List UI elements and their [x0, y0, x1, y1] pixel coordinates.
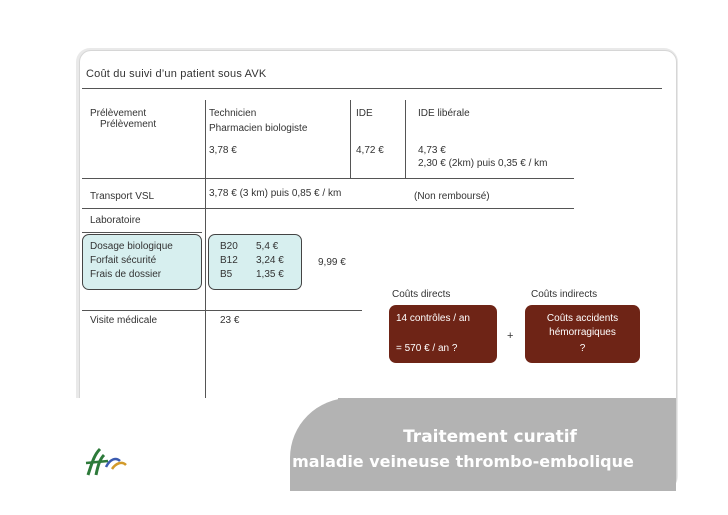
- footer-title-line1: Traitement curatif: [403, 427, 577, 447]
- footer-title-line2: maladie veineuse thrombo-embolique: [292, 452, 634, 471]
- slide-title: Coût du suivi d’un patient sous AVK: [86, 68, 267, 80]
- visite-top-divider: [82, 310, 362, 311]
- couts-indirects-line3: ?: [579, 343, 586, 354]
- transport-divider: [82, 208, 574, 209]
- ide-liberale-price1: 4,73 €: [418, 145, 446, 156]
- lab-item-forfait: Forfait sécurité: [90, 255, 157, 266]
- technicien-price: 3,78 €: [209, 145, 237, 156]
- ide-header: IDE: [356, 108, 373, 119]
- couts-directs-line1: 14 contrôles / an: [396, 313, 470, 324]
- lab-price-b12: 3,24 €: [256, 255, 284, 266]
- lab-total: 9,99 €: [318, 257, 346, 268]
- lab-price-b20: 5,4 €: [256, 241, 279, 252]
- lab-price-b5: 1,35 €: [256, 269, 284, 280]
- visite-price: 23 €: [220, 315, 240, 326]
- visite-label: Visite médicale: [90, 315, 158, 326]
- laboratoire-divider: [82, 232, 202, 233]
- hospital-logo-icon: [82, 445, 130, 479]
- prelevement-divider: [82, 178, 574, 179]
- ide-liberale-header: IDE libérale: [418, 108, 470, 119]
- couts-directs-box: [389, 305, 497, 363]
- transport-note: (Non remboursé): [414, 191, 490, 202]
- ide-liberale-price2: 2,30 € (2km) puis 0,35 € / km: [418, 158, 548, 169]
- couts-directs-header: Coûts directs: [392, 289, 451, 300]
- lab-code-b20: B20: [220, 241, 238, 252]
- col-separator-2: [350, 100, 351, 179]
- lab-code-b12: B12: [220, 255, 238, 266]
- couts-directs-line2: = 570 € / an ?: [396, 343, 458, 354]
- col-separator-1: [205, 100, 206, 440]
- plus-sign: +: [507, 330, 514, 342]
- lab-item-frais: Frais de dossier: [90, 269, 162, 280]
- col-separator-3: [405, 100, 406, 179]
- couts-indirects-header: Coûts indirects: [531, 289, 598, 300]
- lab-code-b5: B5: [220, 269, 233, 280]
- ide-price: 4,72 €: [356, 145, 384, 156]
- transport-price: 3,78 € (3 km) puis 0,85 € / km: [209, 188, 342, 199]
- laboratoire-label: Laboratoire: [90, 215, 141, 226]
- couts-indirects-line1: Coûts accidents: [546, 313, 619, 324]
- couts-indirects-box: [525, 305, 640, 363]
- title-divider: [82, 88, 662, 89]
- lab-item-dosage: Dosage biologique: [90, 241, 173, 252]
- transport-label: Transport VSL: [90, 191, 155, 202]
- couts-indirects-line2: hémorragiques: [549, 327, 616, 338]
- technicien-label: Technicien: [209, 108, 257, 119]
- pharmacien-label: Pharmacien biologiste: [209, 123, 308, 134]
- prelevement-label: Prélèvement: [90, 108, 147, 119]
- prelevement-label-overprint: Prélèvement: [100, 119, 157, 130]
